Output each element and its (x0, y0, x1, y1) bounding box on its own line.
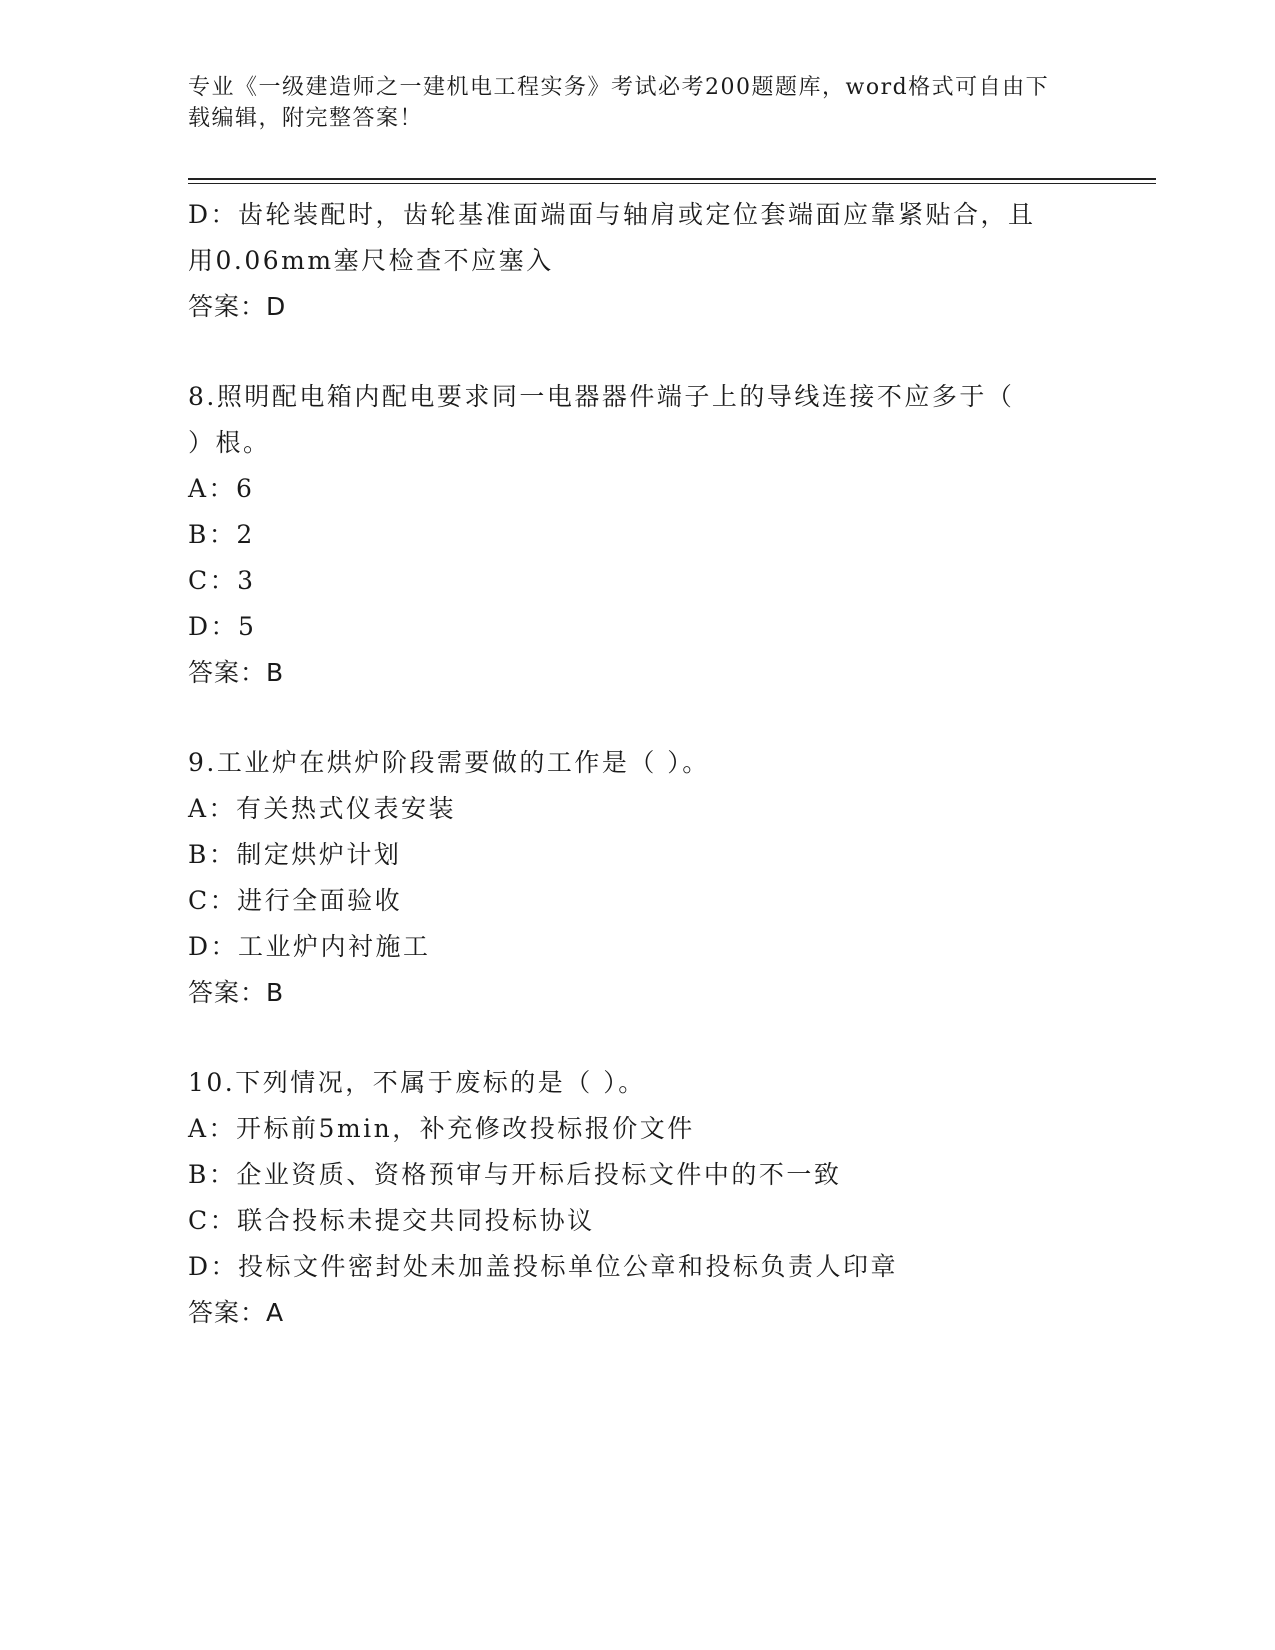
spacer (188, 696, 1088, 740)
option-b: B：2 (188, 520, 255, 549)
option-d: D：工业炉内衬施工 (188, 932, 431, 961)
option-b: B：企业资质、资格预审与开标后投标文件中的不一致 (188, 1160, 842, 1189)
option-d-line1: D：齿轮装配时，齿轮基准面端面与轴肩或定位套端面应靠紧贴合，且 (188, 200, 1036, 229)
option-b: B：制定烘炉计划 (188, 840, 402, 869)
option-d: D：5 (188, 612, 257, 641)
answer-line: 答案：D (188, 292, 287, 321)
option-d: D：投标文件密封处未加盖投标单位公章和投标负责人印章 (188, 1252, 899, 1281)
question-block-10 (188, 1060, 1088, 1336)
answer-line: 答案：A (188, 1298, 285, 1327)
question-block-8 (188, 374, 1088, 696)
option-a: A：6 (188, 474, 255, 503)
question-stem-line1: 10.下列情况，不属于废标的是（ ）。 (188, 1068, 646, 1097)
spacer (188, 1016, 1088, 1060)
question-list (188, 192, 1088, 1336)
option-d-line2: 用0.06mm塞尺检查不应塞入 (188, 246, 554, 275)
document-header: 专业《一级建造师之一建机电工程实务》考试必考200题题库，word格式可自由下载编辑，附完整答案！ (188, 75, 1050, 131)
question-stem-line2: ）根。 (188, 428, 271, 457)
option-c: C：3 (188, 566, 256, 595)
question-stem-line1: 8.照明配电箱内配电要求同一电器器件端子上的导线连接不应多于（ (188, 382, 1015, 411)
option-a: A：有关热式仪表安装 (188, 794, 457, 823)
option-c: C：进行全面验收 (188, 886, 403, 915)
answer-line: 答案：B (188, 658, 285, 687)
question-block-7 (188, 192, 1088, 330)
spacer (188, 330, 1088, 374)
question-stem-line1: 9.工业炉在烘炉阶段需要做的工作是（ ）。 (188, 748, 710, 777)
header-divider-thick (188, 178, 1156, 180)
option-a: A：开标前5min，补充修改投标报价文件 (188, 1114, 695, 1143)
header-divider-thin (188, 183, 1156, 184)
answer-line: 答案：B (188, 978, 285, 1007)
option-c: C：联合投标未提交共同投标协议 (188, 1206, 595, 1235)
question-block-9 (188, 740, 1088, 1016)
